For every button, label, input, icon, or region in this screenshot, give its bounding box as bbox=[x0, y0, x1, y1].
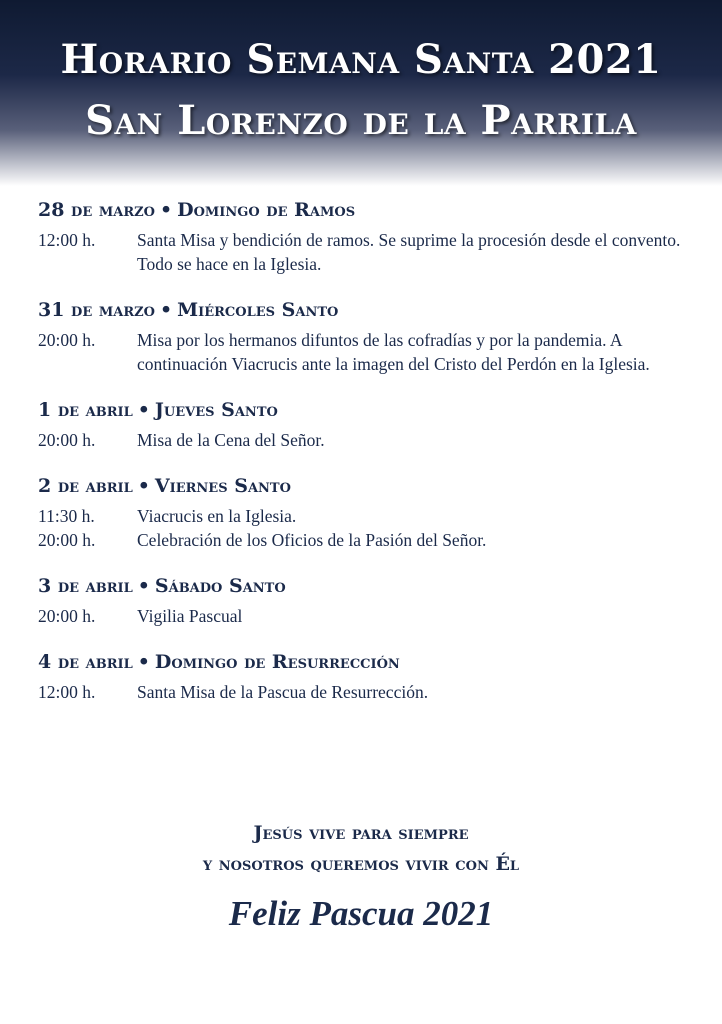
event-time: 20:00 h. bbox=[38, 606, 96, 626]
bullet-separator: • bbox=[159, 299, 173, 321]
event-description: Santa Misa de la Pascua de Resurrección. bbox=[137, 682, 429, 702]
day-date: 2 de abril bbox=[38, 475, 133, 497]
closing-line-2: y nosotros queremos vivir con Él bbox=[202, 853, 520, 875]
event-row bbox=[38, 504, 688, 528]
event-description: Vigilia Pascual bbox=[137, 606, 243, 626]
day-name: Domingo de Ramos bbox=[177, 199, 356, 221]
schedule-day bbox=[38, 574, 688, 628]
event-row bbox=[38, 604, 688, 628]
day-date: 28 de marzo bbox=[38, 199, 155, 221]
schedule-day bbox=[38, 474, 688, 552]
event-row bbox=[38, 228, 688, 276]
header-banner bbox=[0, 0, 722, 186]
page-title: Horario Semana Santa 2021 bbox=[60, 36, 662, 83]
page-subtitle: San Lorenzo de la Parrila bbox=[85, 97, 637, 144]
bullet-separator: • bbox=[159, 199, 173, 221]
day-heading bbox=[38, 474, 688, 498]
event-time: 11:30 h. bbox=[38, 506, 95, 526]
closing-line-1: Jesús vive para siempre bbox=[253, 822, 469, 844]
day-date: 3 de abril bbox=[38, 575, 133, 597]
day-heading bbox=[38, 398, 688, 422]
day-name: Sábado Santo bbox=[154, 575, 286, 597]
event-row bbox=[38, 528, 688, 552]
schedule-day bbox=[38, 398, 688, 452]
day-name: Viernes Santo bbox=[154, 475, 291, 497]
day-heading bbox=[38, 298, 688, 322]
day-name: Jueves Santo bbox=[154, 399, 278, 421]
day-heading bbox=[38, 650, 688, 674]
bullet-separator: • bbox=[137, 575, 150, 597]
event-description: Misa por los hermanos difuntos de las cofradías y por la pandemia. A continuación Viacrucis ante la imagen del Cristo del Perdón en la Iglesia. bbox=[137, 330, 650, 374]
day-name: Domingo de Resurrección bbox=[154, 651, 400, 673]
schedule-list bbox=[38, 198, 688, 726]
schedule-day bbox=[38, 650, 688, 704]
day-heading bbox=[38, 198, 688, 222]
closing-greeting: Feliz Pascua 2021 bbox=[228, 894, 494, 933]
event-time: 12:00 h. bbox=[38, 230, 96, 250]
bullet-separator: • bbox=[137, 651, 150, 673]
bullet-separator: • bbox=[137, 475, 150, 497]
event-description: Misa de la Cena del Señor. bbox=[137, 430, 325, 450]
event-time: 12:00 h. bbox=[38, 682, 96, 702]
closing-message bbox=[0, 818, 722, 934]
schedule-day bbox=[38, 298, 688, 376]
bullet-separator: • bbox=[137, 399, 150, 421]
event-description: Santa Misa y bendición de ramos. Se suprime la procesión desde el convento. Todo se hace en la Iglesia. bbox=[137, 230, 681, 274]
event-row bbox=[38, 328, 688, 376]
day-date: 4 de abril bbox=[38, 651, 133, 673]
event-description: Viacrucis en la Iglesia. bbox=[137, 506, 297, 526]
day-date: 1 de abril bbox=[38, 399, 133, 421]
event-row bbox=[38, 428, 688, 452]
event-time: 20:00 h. bbox=[38, 530, 96, 550]
day-date: 31 de marzo bbox=[38, 299, 155, 321]
schedule-day bbox=[38, 198, 688, 276]
day-name: Miércoles Santo bbox=[177, 299, 339, 321]
event-row bbox=[38, 680, 688, 704]
day-heading bbox=[38, 574, 688, 598]
event-time: 20:00 h. bbox=[38, 430, 96, 450]
event-description: Celebración de los Oficios de la Pasión del Señor. bbox=[137, 530, 487, 550]
event-time: 20:00 h. bbox=[38, 330, 96, 350]
